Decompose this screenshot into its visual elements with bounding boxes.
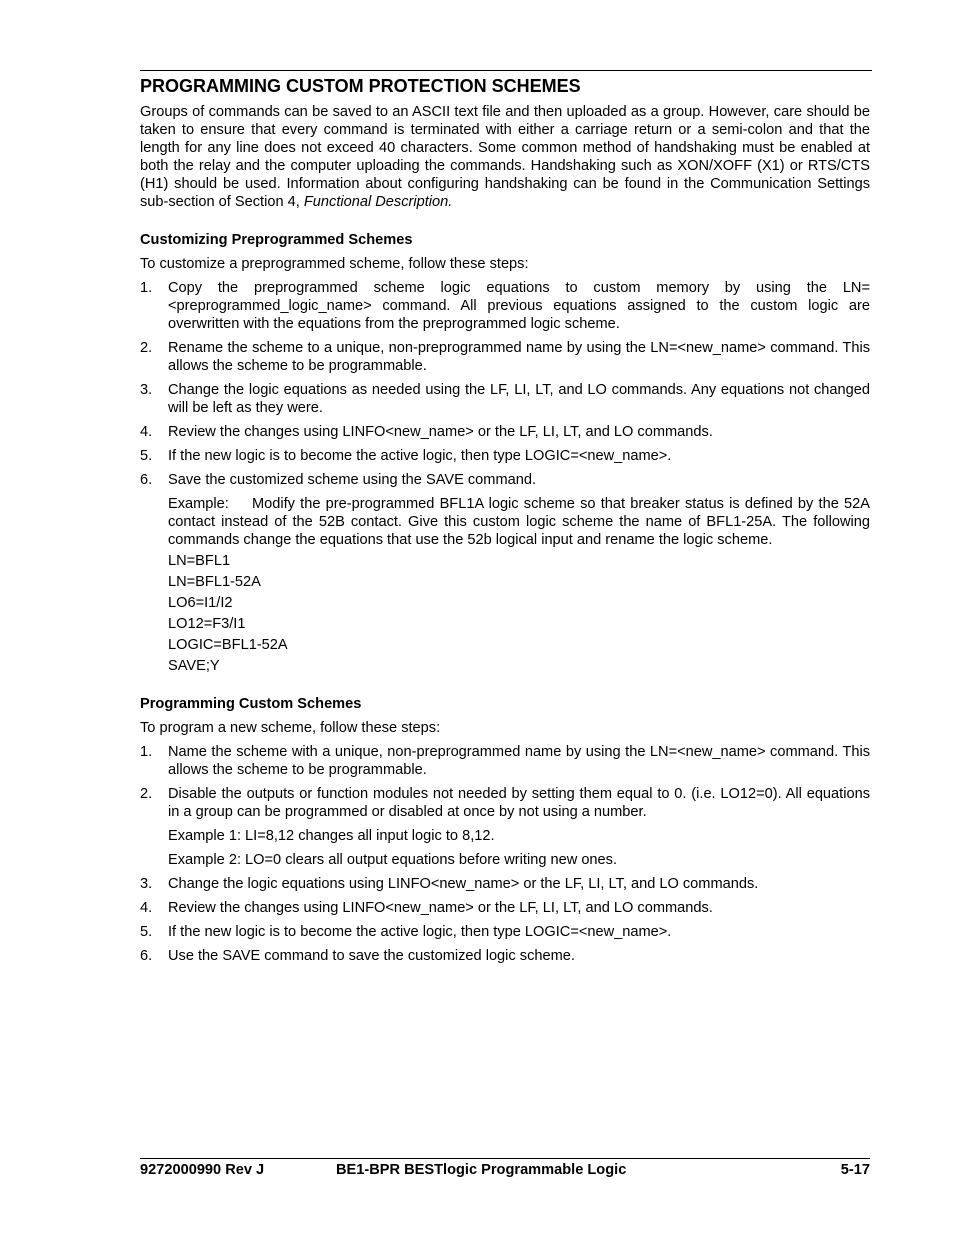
list-item (140, 743, 870, 779)
step-text: Save the customized scheme using the SAVE command. (168, 472, 537, 488)
intro-text: Groups of commands can be saved to an ASCII text file and then uploaded as a group. However, care should be taken to ensure that every command is terminated with either a carriage return or a semi-colon and that the length for any line does not exceed 40 characters. Some common method of handshaking must be enabled at both the relay and the computer uploading the commands. Handshaking such as XON/XOFF (X1) or RTS/CTS (H1) should be used. Information about configuring handshaking can be found in the Communication Settings sub-section of Section 4, (140, 104, 870, 210)
step-number: 4. (140, 900, 153, 916)
step-text: Change the logic equations as needed using the LF, LI, LT, and LO commands. Any equations not changed will be left as they were. (168, 382, 870, 416)
page-content (140, 70, 870, 965)
step-number: 5. (140, 448, 153, 464)
example-paragraph (168, 495, 870, 549)
example-1: Example 1: LI=8,12 changes all input logic to 8,12. (168, 828, 495, 844)
list-item (140, 785, 870, 821)
list-item (140, 447, 870, 465)
customizing-steps-list (140, 279, 870, 489)
step-number: 6. (140, 948, 153, 964)
step-number: 1. (140, 744, 153, 760)
step-text: Review the changes using LINFO<new_name> or the LF, LI, LT, and LO commands. (168, 424, 713, 440)
list-item (140, 423, 870, 441)
command-line: LO6=I1/I2 (168, 595, 233, 611)
command-line: LOGIC=BFL1-52A (168, 637, 288, 653)
header-rule (140, 70, 872, 71)
list-item (140, 471, 870, 489)
step-text: Copy the preprogrammed scheme logic equations to custom memory by using the LN=<preprogrammed_logic_name> command. All previous equations assigned to the custom logic are overwritten with the equations from the preprogrammed logic scheme. (168, 280, 870, 332)
step-text: Disable the outputs or function modules not needed by setting them equal to 0. (i.e. LO12=0). All equations in a group can be programmed or disabled at once by not using a number. (168, 786, 870, 820)
step-number: 5. (140, 924, 153, 940)
step-number: 4. (140, 424, 153, 440)
programming-lead: To program a new scheme, follow these steps: (140, 720, 441, 736)
programming-steps-list-continued (140, 875, 870, 965)
list-item (140, 947, 870, 965)
list-item (140, 923, 870, 941)
list-item (140, 279, 870, 333)
customizing-heading: Customizing Preprogrammed Schemes (140, 232, 413, 248)
command-line: LN=BFL1-52A (168, 574, 261, 590)
command-line: SAVE;Y (168, 658, 220, 674)
step-text: Rename the scheme to a unique, non-preprogrammed name by using the LN=<new_name> command. This allows the scheme to be programmable. (168, 340, 870, 374)
example-text: Modify the pre-programmed BFL1A logic scheme so that breaker status is defined by the 52A contact instead of the 52B contact. Give this custom logic scheme the name of BFL1-25A. The following commands change the equations that use the 52b logical input and rename the logic scheme. (168, 496, 870, 548)
example-2: Example 2: LO=0 clears all output equations before writing new ones. (168, 852, 618, 868)
programming-heading: Programming Custom Schemes (140, 696, 362, 712)
list-item (140, 899, 870, 917)
footer-page-number: 5-17 (840, 1162, 870, 1178)
customizing-example-block (140, 495, 870, 675)
step-text: Review the changes using LINFO<new_name> or the LF, LI, LT, and LO commands. (168, 900, 713, 916)
command-line: LN=BFL1 (168, 553, 231, 569)
list-item (140, 875, 870, 893)
section-title: PROGRAMMING CUSTOM PROTECTION SCHEMES (140, 76, 581, 96)
step-text: If the new logic is to become the active logic, then type LOGIC=<new_name>. (168, 448, 672, 464)
footer-doc-number: 9272000990 Rev J (140, 1162, 265, 1178)
programming-examples (140, 827, 870, 869)
step-number: 2. (140, 786, 153, 802)
list-item (140, 381, 870, 417)
step-number: 2. (140, 340, 153, 356)
step-text: Name the scheme with a unique, non-preprogrammed name by using the LN=<new_name> command. This allows the scheme to be programmable. (168, 744, 870, 778)
step-number: 3. (140, 876, 153, 892)
customizing-lead: To customize a preprogrammed scheme, follow these steps: (140, 256, 529, 272)
command-line: LO12=F3/I1 (168, 616, 246, 632)
page-footer (140, 1158, 870, 1178)
step-number: 3. (140, 382, 153, 398)
footer-title: BE1-BPR BESTlogic Programmable Logic (336, 1162, 627, 1178)
step-text: Change the logic equations using LINFO<new_name> or the LF, LI, LT, and LO commands. (168, 876, 759, 892)
step-text: Use the SAVE command to save the customized logic scheme. (168, 948, 575, 964)
step-number: 1. (140, 280, 153, 296)
programming-steps-list (140, 743, 870, 821)
step-text: If the new logic is to become the active logic, then type LOGIC=<new_name>. (168, 924, 672, 940)
list-item (140, 339, 870, 375)
step-number: 6. (140, 472, 153, 488)
intro-italic-text: Functional Description. (303, 194, 453, 210)
intro-paragraph (140, 103, 870, 211)
example-label: Example: (168, 496, 229, 512)
